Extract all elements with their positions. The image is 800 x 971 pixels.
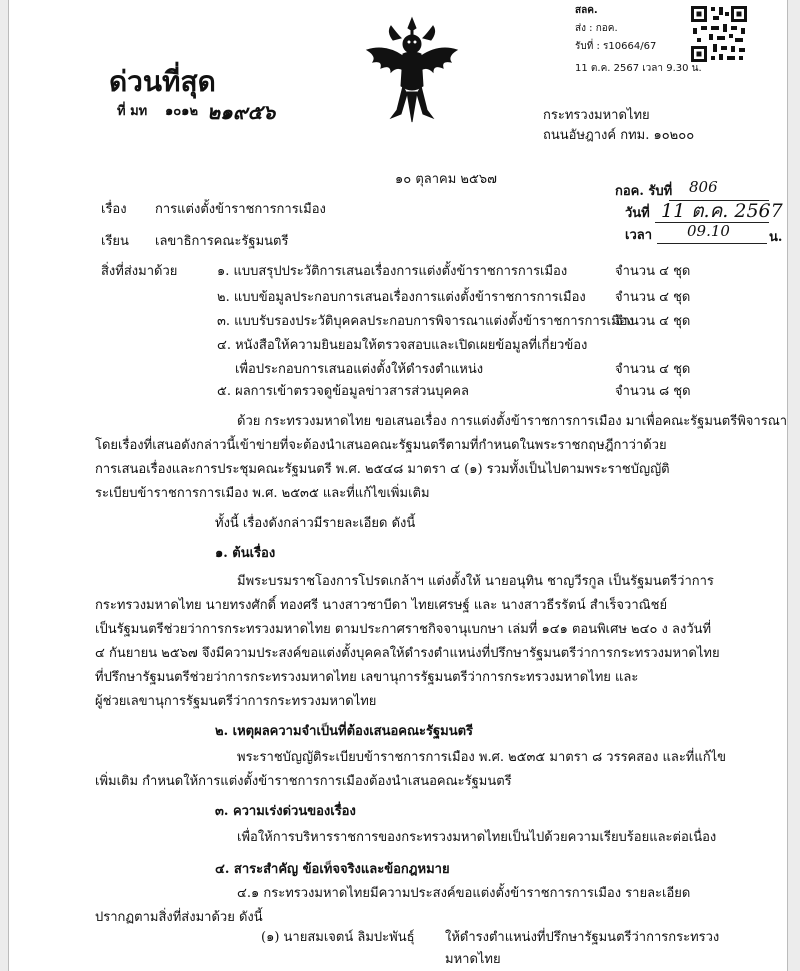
receipt-stamp-from: ส่ง : กอค. <box>575 23 618 34</box>
sender-ministry: กระทรวงมหาดไทย <box>543 108 650 123</box>
enclosure-qty: จำนวน ๔ ชุด <box>615 314 691 329</box>
doc-number-handwritten: ๒๑๙๕๖ <box>207 100 276 124</box>
doc-number-prefix: ที่ มท <box>117 104 148 119</box>
section-2-line: พระราชบัญญัติระเบียบข้าราชการการเมือง พ.ศ. ๒๕๓๕ มาตรา ๘ วรรคสอง และที่แก้ไข <box>237 750 727 765</box>
garuda-emblem-icon <box>357 14 467 126</box>
details-intro: ทั้งนี้ เรื่องดังกล่าวมีรายละเอียด ดังนี้ <box>215 516 416 531</box>
section-4-heading: ๔. สาระสำคัญ ข้อเท็จจริงและข้อกฎหมาย <box>215 862 450 877</box>
document-page <box>8 0 788 971</box>
section-3-line: เพื่อให้การบริหารราชการของกระทรวงมหาดไทยเป็นไปด้วยความเรียบร้อยและต่อเนื่อง <box>237 830 717 845</box>
sender-address: ถนนอัษฎางค์ กทม. ๑๐๒๐๐ <box>543 128 695 143</box>
enclosure-item: ๔. หนังสือให้ความยินยอมให้ตรวจสอบและเปิดเผยข้อมูลที่เกี่ยวข้อง <box>217 338 588 353</box>
enclosure-item: ๕. ผลการเข้าตรวจดูข้อมูลข่าวสารส่วนบุคคล <box>217 384 469 399</box>
intro-line: โดยเรื่องที่เสนอดังกล่าวนี้เข้าข่ายที่จะต้องนำเสนอคณะรัฐมนตรีตามที่กำหนดในพระราชกฤษฎีกาว่าด้วย <box>95 438 667 453</box>
section-4-person-name: (๑) นายสมเจตน์ ลิมปะพันธุ์ <box>261 930 415 945</box>
section-1-line: ที่ปรึกษารัฐมนตรีช่วยว่าการกระทรวงมหาดไทย เลขานุการรัฐมนตรีว่าการกระทรวงมหาดไทย และ <box>95 670 639 685</box>
section-4-person-role: ให้ดำรงตำแหน่งที่ปรึกษารัฐมนตรีว่าการกระทรวง <box>445 930 720 945</box>
section-1-line: กระทรวงมหาดไทย นายทรงศักดิ์ ทองศรี นางสาวซาบีดา ไทยเศรษฐ์ และ นางสาวธีรรัตน์ สำเร็จวาณิชย์ <box>95 598 668 613</box>
enclosure-qty: จำนวน ๔ ชุด <box>615 290 691 305</box>
intro-line: ระเบียบข้าราชการการเมือง พ.ศ. ๒๕๓๕ และที่แก้ไขเพิ่มเติม <box>95 486 430 501</box>
subject-text: การแต่งตั้งข้าราชการการเมือง <box>155 202 326 217</box>
to-text: เลขาธิการคณะรัฐมนตรี <box>155 234 289 249</box>
section-4-line: ปรากฏตามสิ่งที่ส่งมาด้วย ดังนี้ <box>95 910 263 925</box>
doc-number-printed: ๑๐๑๒ <box>165 104 199 119</box>
subject-label: เรื่อง <box>101 202 127 217</box>
section-1-heading: ๑. ต้นเรื่อง <box>215 546 276 561</box>
section-2-line: เพิ่มเติม กำหนดให้การแต่งตั้งข้าราชการการเมืองต้องนำเสนอคณะรัฐมนตรี <box>95 774 512 789</box>
section-1-line: เป็นรัฐมนตรีช่วยว่าการกระทรวงมหาดไทย ตามประกาศราชกิจจานุเบกษา เล่มที่ ๑๔๑ ตอนพิเศษ ๒๔๐ ง ลงวันที่ <box>95 622 712 637</box>
recv-stamp-time: 09.10 <box>687 222 730 240</box>
recv-stamp-label-3: เวลา <box>625 228 653 243</box>
enclosures-label: สิ่งที่ส่งมาด้วย <box>101 264 178 279</box>
enclosure-qty: จำนวน ๘ ชุด <box>615 384 691 399</box>
receipt-stamp-number: รับที่ : ร10664/67 <box>575 41 657 52</box>
recv-stamp-label-1: กอค. รับที่ <box>615 184 673 199</box>
section-3-heading: ๓. ความเร่งด่วนของเรื่อง <box>215 804 356 819</box>
recv-stamp-rule-3 <box>657 243 767 244</box>
enclosure-item: ๒. แบบข้อมูลประกอบการเสนอเรื่องการแต่งตั้งข้าราชการการเมือง <box>217 290 586 305</box>
section-4-line: ๔.๑ กระทรวงมหาดไทยมีความประสงค์ขอแต่งตั้งข้าราชการการเมือง รายละเอียด <box>237 886 691 901</box>
enclosure-qty: จำนวน ๔ ชุด <box>615 362 691 377</box>
section-2-heading: ๒. เหตุผลความจำเป็นที่ต้องเสนอคณะรัฐมนตรี <box>215 724 474 739</box>
enclosure-qty: จำนวน ๔ ชุด <box>615 264 691 279</box>
document-date: ๑๐ ตุลาคม ๒๕๖๗ <box>395 172 497 187</box>
section-1-line: มีพระบรมราชโองการโปรดเกล้าฯ แต่งตั้งให้ นายอนุทิน ชาญวีรกูล เป็นรัฐมนตรีว่าการ <box>237 574 714 589</box>
enclosure-item: ๓. แบบรับรองประวัติบุคคลประกอบการพิจารณาแต่งตั้งข้าราชการการเมือง <box>217 314 634 329</box>
intro-line: การเสนอเรื่องและการประชุมคณะรัฐมนตรี พ.ศ. ๒๕๔๘ มาตรา ๔ (๑) รวมทั้งเป็นไปตามพระราชบัญญัติ <box>95 462 670 477</box>
recv-stamp-time-suffix: น. <box>769 230 783 245</box>
qr-code-icon <box>689 4 749 64</box>
section-1-line: ผู้ช่วยเลขานุการรัฐมนตรีว่าการกระทรวงมหาดไทย <box>95 694 377 709</box>
receipt-stamp-datetime: 11 ต.ค. 2567 เวลา 9.30 น. <box>575 63 702 74</box>
recv-stamp-label-2: วันที่ <box>625 206 650 221</box>
section-4-person-role-cont: มหาดไทย <box>445 952 501 967</box>
enclosure-item: เพื่อประกอบการเสนอแต่งตั้งให้ดำรงตำแหน่ง <box>235 362 484 377</box>
urgency-label: ด่วนที่สุด <box>109 65 216 98</box>
section-1-line: ๔ กันยายน ๒๕๖๗ จึงมีความประสงค์ขอแต่งตั้งบุคคลให้ดำรงตำแหน่งที่ปรึกษารัฐมนตรีว่าการกระทรวงมหาดไทย <box>95 646 720 661</box>
recv-stamp-date: 11 ต.ค. 2567 <box>661 200 783 222</box>
recv-stamp-number: 806 <box>689 178 718 196</box>
receipt-stamp-office: สลค. <box>575 5 598 16</box>
enclosure-item: ๑. แบบสรุปประวัติการเสนอเรื่องการแต่งตั้งข้าราชการการเมือง <box>217 264 568 279</box>
intro-line: ด้วย กระทรวงมหาดไทย ขอเสนอเรื่อง การแต่งตั้งข้าราชการการเมือง มาเพื่อคณะรัฐมนตรีพิจารณา <box>237 414 788 429</box>
to-label: เรียน <box>101 234 129 249</box>
